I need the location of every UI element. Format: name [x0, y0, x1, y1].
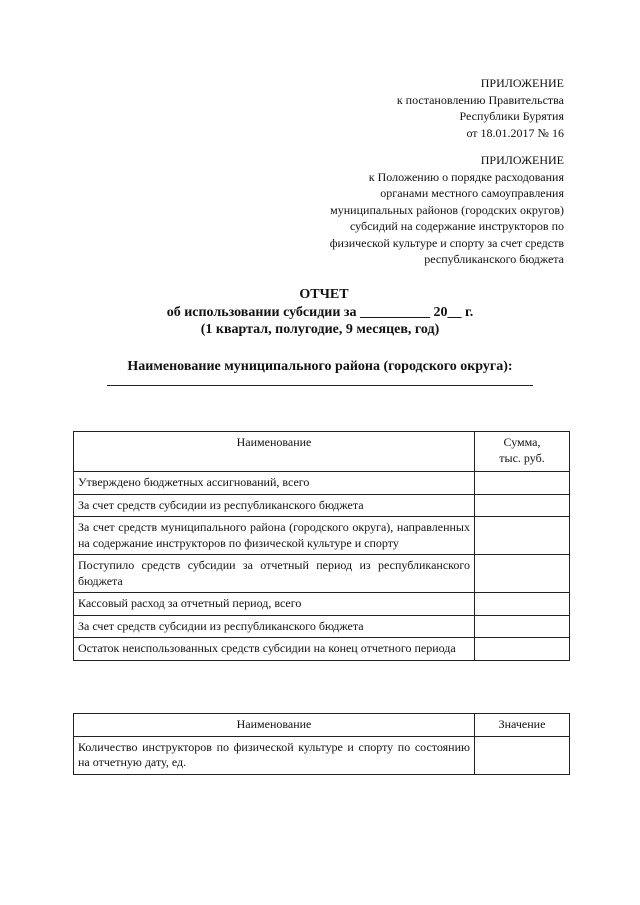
column-header-name: Наименование	[74, 432, 475, 472]
column-header-amount	[475, 432, 570, 472]
appendix-date-number: от 18.01.2017 № 16	[466, 125, 564, 140]
table-header-row	[74, 714, 570, 737]
table-row	[74, 555, 570, 593]
row-label: Поступило средств субсидии за отчетный период из республиканского бюджета	[74, 555, 475, 593]
table-row	[74, 593, 570, 616]
appendix-line: к постановлению Правительства	[396, 92, 564, 107]
amount-cell[interactable]	[475, 555, 570, 593]
appendix-line: к Положению о порядке расходования	[368, 169, 564, 184]
table-row	[74, 736, 570, 774]
row-label: Остаток неиспользованных средств субсидии на конец отчетного периода	[74, 638, 475, 661]
table-row	[74, 615, 570, 638]
row-label: Утверждено бюджетных ассигнований, всего	[74, 472, 475, 495]
amount-cell[interactable]	[475, 517, 570, 555]
municipality-fill-line[interactable]	[107, 385, 533, 386]
appendix-line: республиканского бюджета	[424, 252, 564, 266]
table-row	[74, 472, 570, 495]
amount-cell[interactable]	[475, 615, 570, 638]
amount-cell[interactable]	[475, 593, 570, 616]
appendix-header-resolution	[397, 75, 564, 141]
table-row	[74, 517, 570, 555]
amount-cell[interactable]	[475, 472, 570, 495]
report-subtitle: об использовании субсидии за __________ 20__ г.	[166, 304, 474, 320]
column-header-name: Наименование	[74, 714, 475, 737]
row-label: За счет средств субсидии из республиканского бюджета	[74, 615, 475, 638]
appendix-line: органами местного самоуправления	[380, 186, 564, 200]
table-header-row	[74, 432, 570, 472]
amount-header-text: Сумма, тыс. руб.	[499, 435, 545, 465]
row-label: Кассовый расход за отчетный период, всего	[74, 593, 475, 616]
appendix-header-regulation	[330, 152, 564, 268]
appendix-line: физической культуре и спорту за счет средств	[329, 235, 564, 250]
table-row	[74, 638, 570, 661]
instructors-count-table	[73, 713, 570, 775]
value-cell[interactable]	[475, 736, 570, 774]
row-label: Количество инструкторов по физической культуре и спорту по состоянию на отчетную дату, ед.	[74, 736, 475, 774]
municipality-label: Наименование муниципального района (городского округа):	[127, 359, 513, 374]
amount-cell[interactable]	[475, 494, 570, 517]
appendix-line: субсидий на содержание инструкторов по	[349, 219, 564, 233]
column-header-value: Значение	[475, 714, 570, 737]
report-title: ОТЧЕТ	[299, 287, 349, 302]
appendix-title: ПРИЛОЖЕНИЕ	[480, 76, 564, 90]
appendix-line: муниципальных районов (городских округов)	[330, 202, 564, 217]
table-row	[74, 494, 570, 517]
appendix-title: ПРИЛОЖЕНИЕ	[480, 153, 564, 167]
appendix-line: Республики Бурятия	[459, 109, 564, 123]
report-period: (1 квартал, полугодие, 9 месяцев, год)	[200, 322, 440, 337]
amount-cell[interactable]	[475, 638, 570, 661]
row-label: За счет средств муниципального района (городского округа), направленных на содержание инструкторов по физической культуре и спорту	[74, 517, 475, 555]
report-title-block	[0, 286, 640, 339]
row-label: За счет средств субсидии из республиканского бюджета	[74, 494, 475, 517]
subsidy-amounts-table	[73, 431, 570, 661]
